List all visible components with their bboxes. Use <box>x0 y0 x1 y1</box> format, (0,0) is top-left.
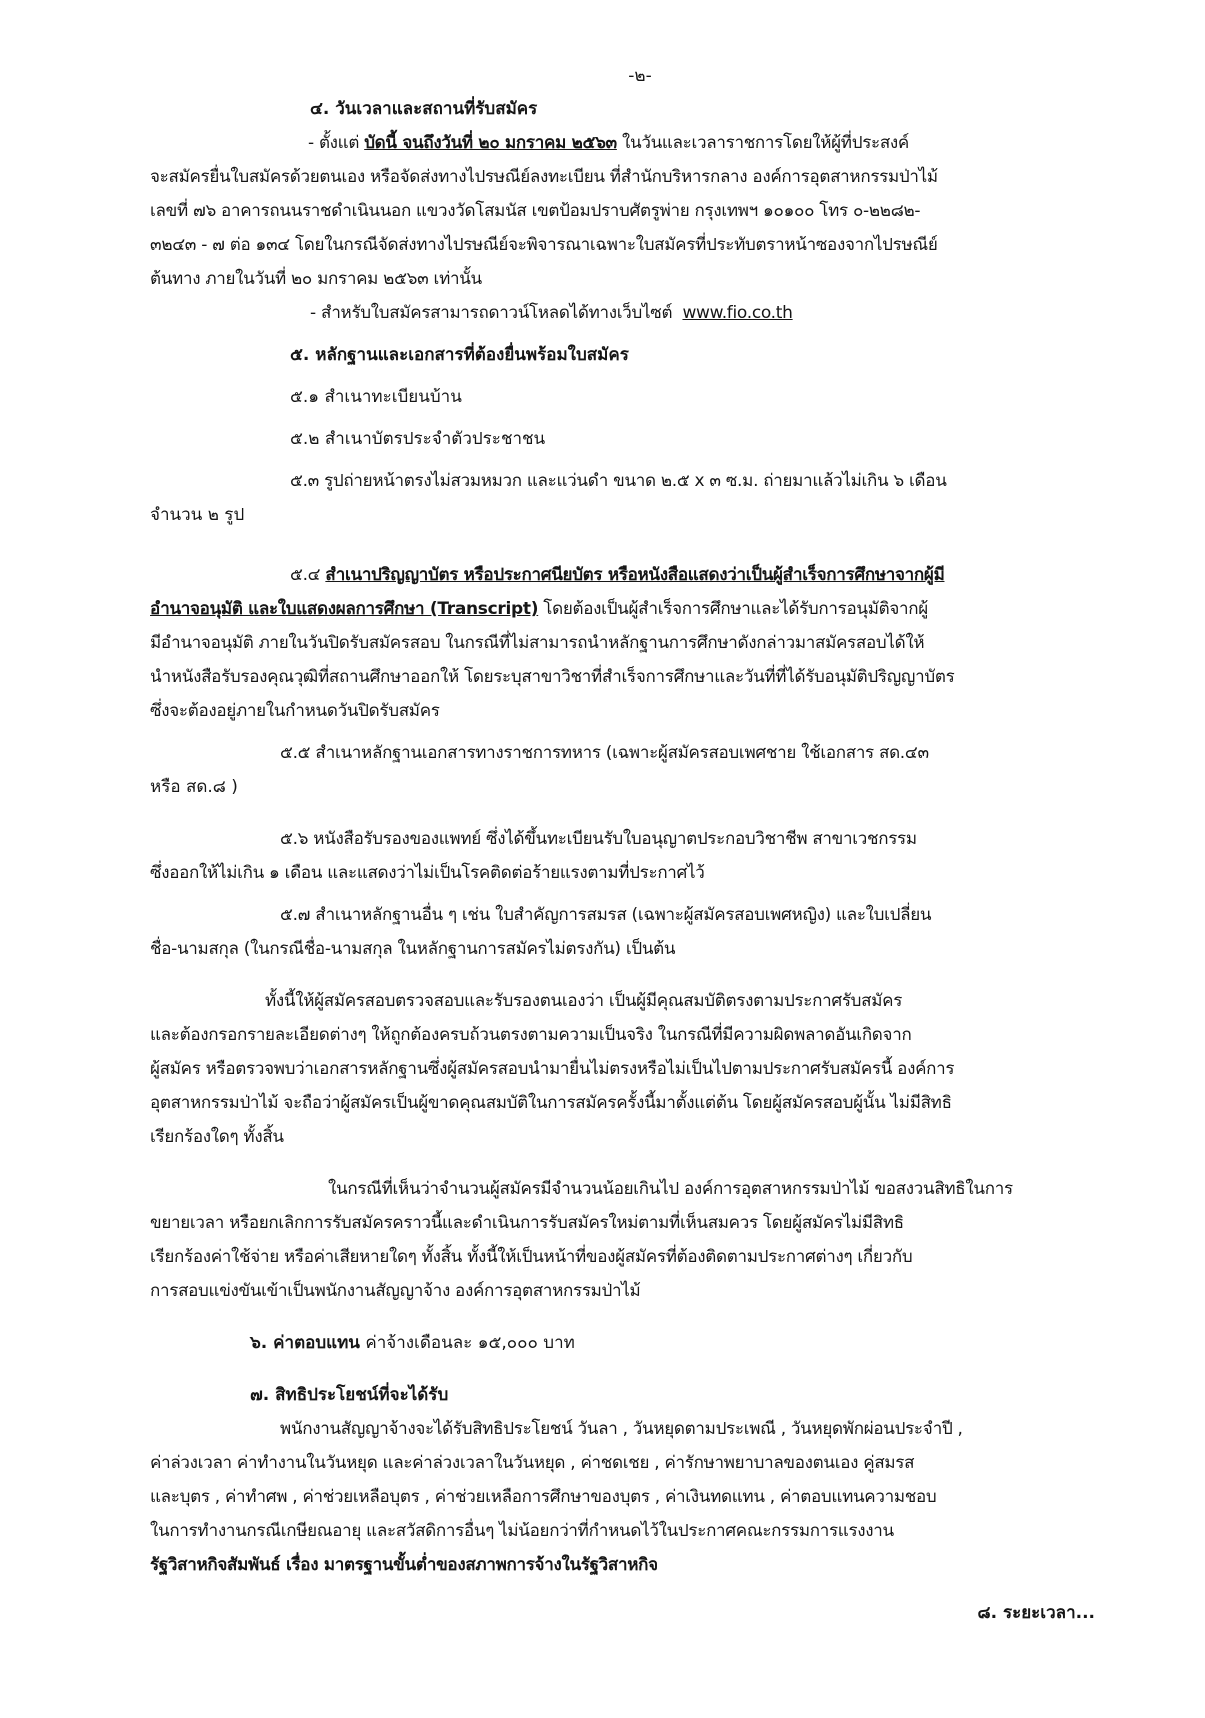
section-4-p1-suffix: ในวันและเวลาราชการโดยให้ผู้ที่ประสงค์ <box>622 133 910 153</box>
item-5-4-line3: มีอำนาจอนุมัติ ภายในวันปิดรับสมัครสอบ ในกรณีที่ไม่สามารถนำหลักฐานการศึกษาดังกล่าวมาสมัครสอบได้ให้ <box>150 633 925 653</box>
website-link[interactable]: www.fio.co.th <box>682 303 793 323</box>
application-period: บัดนี้ จนถึงวันที่ ๒๐ มกราคม ๒๕๖๓ <box>364 133 617 153</box>
section-7-line1: พนักงานสัญญาจ้างจะได้รับสิทธิประโยชน์ วันลา , วันหยุดตามประเพณี , วันหยุดพักผ่อนประจำปี , <box>280 1419 963 1439</box>
document-body <box>150 92 1122 1582</box>
item-5-6-line2: ซึ่งออกให้ไม่เกิน ๑ เดือน และแสดงว่าไม่เป็นโรคติดต่อร้ายแรงตามที่ประกาศไว้ <box>150 863 705 883</box>
item-5-4-title-cont: อำนาจอนุมัติ และใบแสดงผลการศึกษา (Transcript) <box>150 599 539 619</box>
para-a-line3: ผู้สมัคร หรือตรวจพบว่าเอกสารหลักฐานซึ่งผู้สมัครสอบนำมายื่นไม่ตรงหรือไม่เป็นไปตามประกาศรับสมัครนี้ องค์การ <box>150 1059 955 1079</box>
para-a-line5: เรียกร้องใดๆ ทั้งสิ้น <box>150 1127 284 1147</box>
item-5-3-line1: ๕.๓ รูปถ่ายหน้าตรงไม่สวมหมวก และแว่นดำ ขนาด ๒.๕ x ๓ ซ.ม. ถ่ายมาแล้วไม่เกิน ๖ เดือน <box>290 471 947 491</box>
item-5-4-number: ๕.๔ <box>290 565 321 585</box>
para-b-line4: การสอบแข่งขันเข้าเป็นพนักงานสัญญาจ้าง องค์การอุตสาหกรรมป่าไม้ <box>150 1281 641 1301</box>
para-a-line2: และต้องกรอกรายละเอียดต่างๆ ให้ถูกต้องครบถ้วนตรงตามความเป็นจริง ในกรณีที่มีความผิดพลาดอันเกิดจาก <box>150 1025 912 1045</box>
download-note: - สำหรับใบสมัครสามารถดาวน์โหลดได้ทางเว็บไซต์ <box>310 303 673 323</box>
para-a-line4: อุตสาหกรรมป่าไม้ จะถือว่าผู้สมัครเป็นผู้ขาดคุณสมบัติในการสมัครครั้งนี้มาตั้งแต่ต้น โดยผู้สมัครสอบผู้นั้น ไม่มีสิทธิ <box>150 1093 952 1113</box>
section-4-heading: ๔. วันเวลาและสถานที่รับสมัคร <box>310 99 538 119</box>
section-4-p1-line2: จะสมัครยื่นใบสมัครด้วยตนเอง หรือจัดส่งทางไปรษณีย์ลงทะเบียน ที่สำนักบริหารกลาง องค์การอุตสาหกรรมป่าไม้ <box>150 167 938 187</box>
continuation-footer: ๘. ระยะเวลา... <box>977 1603 1095 1623</box>
section-6-heading: ๖. ค่าตอบแทน <box>250 1333 360 1353</box>
item-5-4-line2 <box>150 592 1122 626</box>
item-5-2: ๕.๒ สำเนาบัตรประจำตัวประชาชน <box>290 429 546 449</box>
section-4-p1-prefix: - ตั้งแต่ <box>308 133 360 153</box>
section-4-p1-line4: ๓๒๔๓ - ๗ ต่อ ๑๓๔ โดยในกรณีจัดส่งทางไปรษณีย์จะพิจารณาเฉพาะใบสมัครที่ประทับตราหน้าซองจากไปรษณีย์ <box>150 235 938 255</box>
section-4-p2 <box>150 296 1122 330</box>
item-5-7-line2: ชื่อ-นามสกุล (ในกรณีชื่อ-นามสกุล ในหลักฐานการสมัครไม่ตรงกัน) เป็นต้น <box>150 939 676 959</box>
item-5-4-line1 <box>150 558 1122 592</box>
item-5-1: ๕.๑ สำเนาทะเบียนบ้าน <box>290 387 462 407</box>
section-7-line2: ค่าล่วงเวลา ค่าทำงานในวันหยุด และค่าล่วงเวลาในวันหยุด , ค่าชดเชย , ค่ารักษาพยาบาลของตนเอง คู่สมรส <box>150 1453 915 1473</box>
item-5-4-line2-text: โดยต้องเป็นผู้สำเร็จการศึกษาและได้รับการอนุมัติจากผู้ <box>543 599 928 619</box>
para-b-line1: ในกรณีที่เห็นว่าจำนวนผู้สมัครมีจำนวนน้อยเกินไป องค์การอุตสาหกรรมป่าไม้ ขอสงวนสิทธิในการ <box>328 1179 1013 1199</box>
para-a-line1: ทั้งนี้ให้ผู้สมัครสอบตรวจสอบและรับรองตนเองว่า เป็นผู้มีคุณสมบัติตรงตามประกาศรับสมัคร <box>265 991 903 1011</box>
item-5-4-line5: ซึ่งจะต้องอยู่ภายในกำหนดวันปิดรับสมัคร <box>150 701 440 721</box>
section-7-line5: รัฐวิสาหกิจสัมพันธ์ เรื่อง มาตรฐานขั้นต่ำของสภาพการจ้างในรัฐวิสาหกิจ <box>150 1555 658 1575</box>
para-b-line3: เรียกร้องค่าใช้จ่าย หรือค่าเสียหายใดๆ ทั้งสิ้น ทั้งนี้ให้เป็นหน้าที่ของผู้สมัครที่ต้องติดตามประกาศต่างๆ เกี่ยวกับ <box>150 1247 913 1267</box>
item-5-4-line4: นำหนังสือรับรองคุณวุฒิที่สถานศึกษาออกให้ โดยระบุสาขาวิชาที่สำเร็จการศึกษาและวันที่ที่ได้รับอนุมัติปริญญาบัตร <box>150 667 955 687</box>
section-4-p1-line3: เลขที่ ๗๖ อาคารถนนราชดำเนินนอก แขวงวัดโสมนัส เขตป้อมปราบศัตรูพ่าย กรุงเทพฯ ๑๐๑๐๐ โทร ๐-๒๒๘๒- <box>150 201 921 221</box>
section-7-line4: ในการทำงานกรณีเกษียณอายุ และสวัสดิการอื่นๆ ไม่น้อยกว่าที่กำหนดไว้ในประกาศคณะกรรมการแรงงาน <box>150 1521 894 1541</box>
salary-text: ค่าจ้างเดือนละ ๑๕,๐๐๐ บาท <box>365 1333 575 1353</box>
item-5-3-line2: จำนวน ๒ รูป <box>150 505 245 525</box>
section-4-p1-line1 <box>150 126 1122 160</box>
item-5-6-line1: ๕.๖ หนังสือรับรองของแพทย์ ซึ่งได้ขึ้นทะเบียนรับใบอนุญาตประกอบวิชาชีพ สาขาเวชกรรม <box>280 829 917 849</box>
section-4-p1-line5: ต้นทาง ภายในวันที่ ๒๐ มกราคม ๒๕๖๓ เท่านั้น <box>150 269 482 289</box>
item-5-7-line1: ๕.๗ สำเนาหลักฐานอื่น ๆ เช่น ใบสำคัญการสมรส (เฉพาะผู้สมัครสอบเพศหญิง) และใบเปลี่ยน <box>280 905 932 925</box>
page-number: -๒- <box>628 66 652 86</box>
section-5-heading: ๕. หลักฐานและเอกสารที่ต้องยื่นพร้อมใบสมัคร <box>290 345 629 365</box>
section-7-line3: และบุตร , ค่าทำศพ , ค่าช่วยเหลือบุตร , ค่าช่วยเหลือการศึกษาของบุตร , ค่าเงินทดแทน , ค่าตอบแทนความชอบ <box>150 1487 937 1507</box>
item-5-4-title: สำเนาปริญญาบัตร หรือประกาศนียบัตร หรือหนังสือแสดงว่าเป็นผู้สำเร็จการศึกษาจากผู้มี <box>325 565 945 585</box>
item-5-5-line1: ๕.๕ สำเนาหลักฐานเอกสารทางราชการทหาร (เฉพาะผู้สมัครสอบเพศชาย ใช้เอกสาร สด.๔๓ <box>280 743 929 763</box>
section-7-heading: ๗. สิทธิประโยชน์ที่จะได้รับ <box>250 1385 449 1405</box>
section-6 <box>150 1326 1122 1360</box>
para-b-line2: ขยายเวลา หรือยกเลิกการรับสมัครคราวนี้และดำเนินการรับสมัครใหม่ตามที่เห็นสมควร โดยผู้สมัครไม่มีสิทธิ <box>150 1213 904 1233</box>
item-5-5-line2: หรือ สด.๘ ) <box>150 777 238 797</box>
